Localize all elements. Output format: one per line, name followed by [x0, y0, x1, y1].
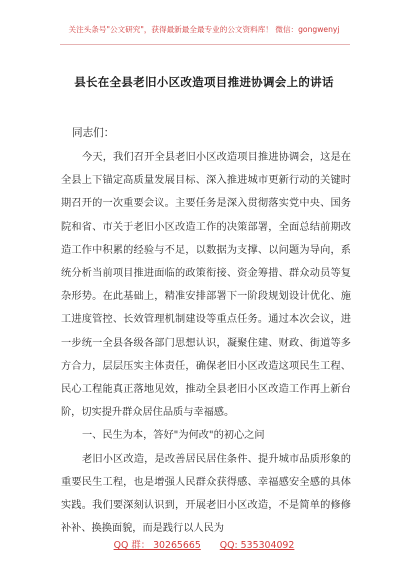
document-body: [61, 146, 351, 540]
section-heading: 一、民生为本，答好"为何改"的初心之问: [82, 430, 265, 442]
qq-link[interactable]: QQ: 535304092: [219, 540, 295, 551]
paragraph: 今天，我们召开全县老旧小区改造项目推进协调会，这是在全县上下锚定高质量发展目标、深入推进城市更新行动的关键时期召开的一次重要会议。主要任务是深入贯彻落实党中央、国务院和省、市关于老旧小区改造工作的决策部署，全面总结前期改造工作中积累的经验与不足，以数据为支撑、以问题为导向，系统分析当前项目推进面临的政策衔接、资金筹措、群众动员等复杂形势。在此基础上，精准安排部署下一阶段规划设计优化、施工进度管控、长效管理机制建设等重点任务。通过本次会议，进一步统一全县各级各部门思想认识，凝聚住建、财政、街道等多方合力，层层压实主体责任，确保老旧小区改造这项民生工程、民心工程能真正落地见效，推动全县老旧小区改造工作再上新台阶，切实提升群众居住品质与幸福感。: [61, 152, 351, 419]
document-title: 县长在全县老旧小区改造项目推进协调会上的讲话: [74, 75, 334, 89]
salutation: 同志们：: [72, 127, 115, 139]
qq-group-link[interactable]: QQ 群： 30265665: [113, 540, 201, 551]
header-divider: [60, 44, 350, 45]
header-banner: 关注头条号"公文研究"，获得最新最全最专业的公文资料库！ 微信：gongwenyj: [68, 25, 340, 34]
paragraph: 老旧小区改造，是改善居民居住条件、提升城市品质形象的重要民生工程，也是增强人民群众获得感、幸福感安全感的具体实践。我们要深刻认识到，开展老旧小区改造，不是简单的修修补补、换换面貌，而是践行以人民为: [61, 453, 351, 535]
footer-contact: [0, 537, 408, 551]
